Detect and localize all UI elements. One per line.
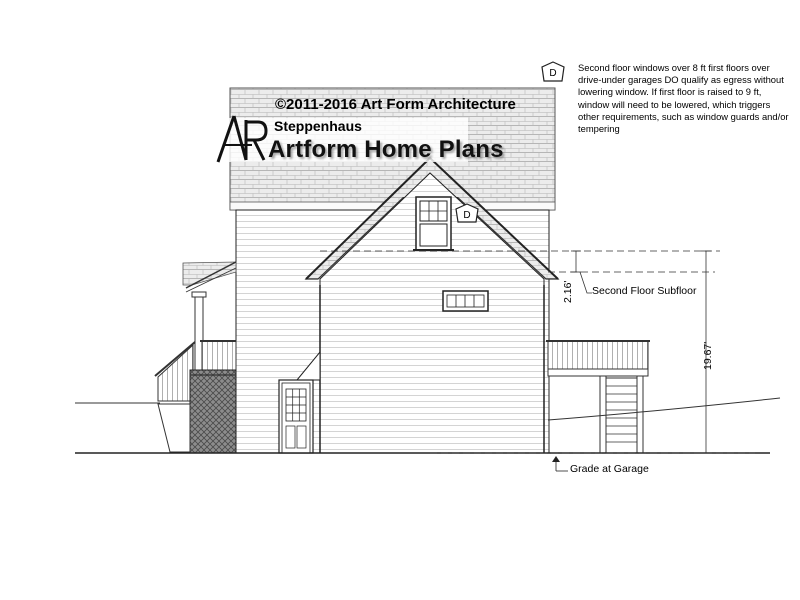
window-tag-letter: D	[463, 210, 471, 221]
grade-label: Grade at Garage	[570, 463, 649, 475]
grade-marker	[552, 456, 568, 471]
subfloor-offset-dimension: 2.16'	[562, 280, 574, 303]
brand-name: Artform Home Plans	[268, 136, 504, 163]
upper-window	[413, 197, 454, 250]
porch-railing	[200, 341, 236, 371]
overall-height-dimension: 19.67'	[702, 341, 714, 370]
copyright-text: ©2011-2016 Art Form Architecture	[275, 96, 516, 113]
porch-roof	[183, 262, 236, 292]
egress-note: Second floor windows over 8 ft first floors over drive-under garages DO qualify as egress without lowering window. If first floor is raised to 9 ft, window will need to be lowered, which triggers other requirements, such as window guards and/or tempering	[578, 62, 789, 135]
subfloor-label: Second Floor Subfloor	[592, 285, 697, 297]
note-tag-letter: D	[549, 68, 557, 79]
porch-stairs	[155, 342, 195, 401]
deck-stairs	[606, 378, 637, 453]
note-tag	[542, 62, 564, 81]
project-name: Steppenhaus	[274, 118, 362, 134]
side-door	[279, 380, 313, 453]
transom-window	[443, 291, 488, 311]
